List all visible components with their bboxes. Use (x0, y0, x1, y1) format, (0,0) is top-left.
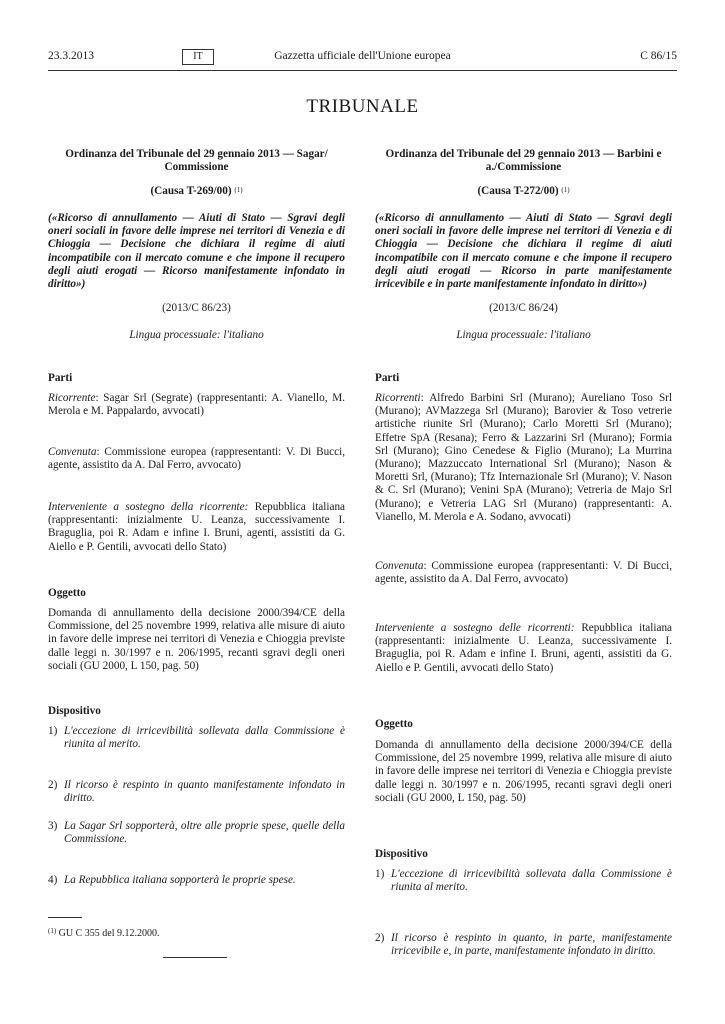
operative-item: 1) L'eccezione di irricevibilità sollevata dalla Commissione è riunita al merito. (48, 725, 345, 751)
parti-heading: Parti (48, 372, 73, 384)
procedural-language: Lingua processuale: l'italiano (456, 329, 591, 341)
footnote-mark: (1) (48, 927, 57, 935)
oggetto-heading: Oggetto (48, 587, 86, 599)
publication-date: 23.3.2013 (48, 50, 94, 62)
section-title: TRIBUNALE (306, 96, 419, 117)
footnote-ref: (1) (561, 186, 570, 194)
intervener-entry: Interveniente a sostegno delle ricorrenti: Repubblica italiana (rappresentanti: inizialmente U. Leanza, successivamente I. Braguglia, poi R. Adam e infine I. Bruni, agenti, assistiti da G. Aiello e P. Gentili, avvocati dello Stato) (375, 622, 673, 674)
footnote (48, 928, 160, 939)
oj-reference: (2013/C 86/23) (162, 302, 231, 314)
page-header (48, 50, 677, 68)
applicants-entry: Ricorrenti: Alfredo Barbini Srl (Murano); Aureliano Toso Srl (Murano); AVMazzega Srl (Murano); Barovier & Toso vetrerie artistiche riunite Srl (Murano); Carlo Moretti Srl (Murano); Effetre SpA (Resana); Ferro & Lazzarini Srl (Murano); Formia Srl (Murano); Gino Cenedese & Figlio (Murano); La Murrina (Murano); Mazzuccato International Srl (Murano); Nason & Moretti Srl, (Murano); Tfz Internazionale Srl (Murano); V. Nason & C. Srl (Murano); Venini SpA (Murano); Vetreria de Majo Srl (Murano); e Vetreria LAG Srl (Murano) (rappresentanti: A. Vianello, M. Merola e A. Sodano, avvocati) (375, 392, 672, 523)
operative-item: 4) La Repubblica italiana sopporterà le proprie spese. (48, 874, 296, 886)
case-subject: («Ricorso di annullamento — Aiuti di Stato — Sgravi degli oneri sociali in favore delle imprese nei territori di Venezia e di Chioggia — Decisione che dichiara il regime di aiuti incompatibile con il mercato comune e che impone il recupero degli aiuti erogati — Ricorso manifestamente infondato in diritto») (48, 212, 345, 291)
applicant-entry: Ricorrente: Sagar Srl (Segrate) (rappresentanti: A. Vianello, M. Merola e M. Pappalardo, avvocati) (48, 392, 345, 418)
footnote-divider (48, 917, 82, 918)
defendant-entry: Convenuta: Commissione europea (rappresentanti: V. Di Bucci, agente, assistito da A. Dal Ferro, avvocato) (375, 560, 672, 586)
language-code-box: IT (182, 49, 214, 65)
order-title: Ordinanza del Tribunale del 29 gennaio 2013 — Barbini e a./Commissione (385, 148, 662, 174)
footnote-text: GU C 355 del 9.12.2000. (56, 928, 160, 939)
procedural-language: Lingua processuale: l'italiano (129, 329, 264, 341)
bottom-divider (163, 957, 227, 958)
oggetto-heading: Oggetto (375, 718, 413, 730)
operative-item: 2) Il ricorso è respinto in quanto manifestamente infondato in diritto. (48, 779, 345, 805)
oj-reference: (2013/C 86/24) (489, 302, 558, 314)
footnote-ref: (1) (234, 186, 243, 194)
dispositivo-heading: Dispositivo (48, 705, 101, 717)
case-subject: («Ricorso di annullamento — Aiuti di Stato — Sgravi degli oneri sociali in favore delle imprese nei territori di Venezia e di Chioggia — Decisione che dichiara il regime di aiuti incompatibile con il mercato comune e che impone il recupero degli aiuti erogati — Ricorso in parte manifestamente irricevibile e in parte manifestamente infondato in diritto») (375, 212, 672, 291)
journal-title: Gazzetta ufficiale dell'Unione europea (274, 50, 451, 62)
header-divider (48, 70, 677, 71)
operative-item: 1) L'eccezione di irricevibilità sollevata dalla Commissione è riunita al merito. (375, 868, 672, 894)
defendant-entry: Convenuta: Commissione europea (rappresentanti: V. Di Bucci, agente, assistito da A. Dal Ferro, avvocato) (48, 446, 345, 472)
oggetto-text: Domanda di annullamento della decisione 2000/394/CE della Commissione, del 25 novembre 1999, relativa alle misure di aiuto in favore delle imprese nei territori di Venezia e Chioggia previste dalle leggi n. 30/1997 e n. 206/1995, recanti sgravi degli oneri sociali (GU 2000, L 150, pag. 50) (375, 739, 672, 804)
dispositivo-heading: Dispositivo (375, 848, 428, 860)
operative-item: 2) Il ricorso è respinto in quanto, in parte, manifestamente irricevibile e, in parte, manifestamente infondato in diritto. (375, 932, 672, 958)
case-number: (Causa T-269/00) $^{(1)}$ (150, 185, 243, 197)
oggetto-text: Domanda di annullamento della decisione 2000/394/CE della Commissione, del 25 novembre 1999, relativa alle misure di aiuto in favore delle imprese nei territori di Venezia e Chioggia previste dalle leggi n. 30/1997 e n. 206/1995, recanti sgravi degli oneri sociali (GU 2000, L 150, pag. 50) (48, 607, 345, 672)
parti-heading: Parti (375, 372, 400, 384)
operative-item: 3) La Sagar Srl sopporterà, oltre alle proprie spese, quelle della Commissione. (48, 820, 345, 846)
order-title: Ordinanza del Tribunale del 29 gennaio 2013 — Sagar/ Commissione (65, 148, 328, 174)
case-number: (Causa T-272/00) $^{(1)}$ (477, 185, 570, 197)
page-number: C 86/15 (640, 50, 677, 62)
intervener-entry: Interveniente a sostegno della ricorrente: Repubblica italiana (rappresentanti: inizialmente U. Leanza, successivamente I. Braguglia, poi R. Adam e infine I. Bruni, agenti, assistiti da G. Aiello e P. Gentili, avvocati dello Stato) (48, 501, 346, 553)
